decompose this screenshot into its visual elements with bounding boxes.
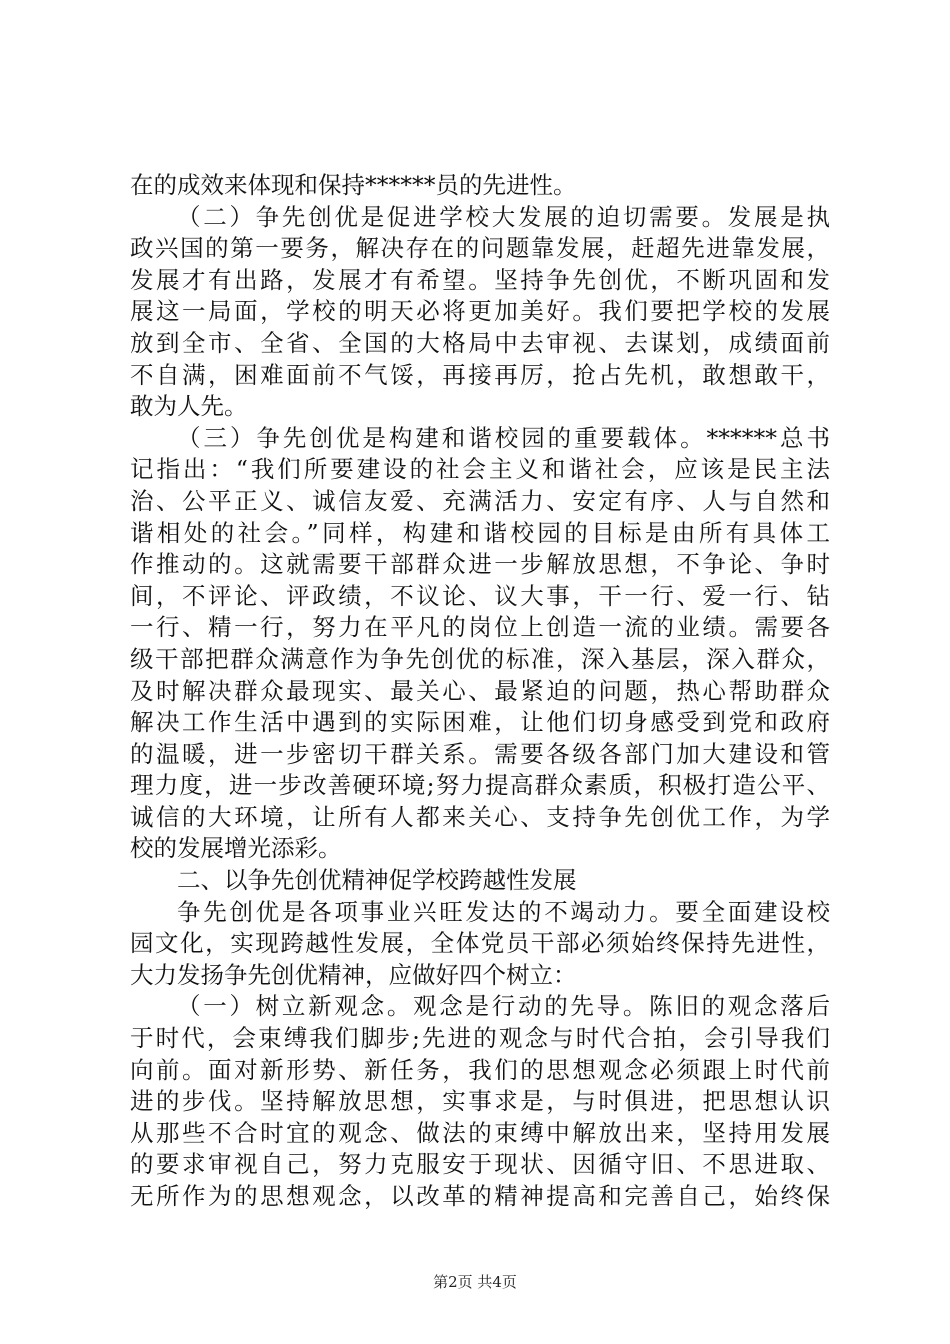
text-line: 的要求审视自己，努力克服安于现状、因循守旧、不思进取、 [130,1150,830,1179]
text-line: 不自满，困难面前不气馁，再接再厉，抢占先机，敢想敢干， [130,360,830,389]
text-line: 放到全市、全省、全国的大格局中去审视、去谋划，成绩面前 [130,328,830,357]
text-line: 发展才有出路，发展才有希望。坚持争先创优，不断巩固和发 [130,265,830,294]
text-line: 大力发扬争先创优精神，应做好四个树立： [130,960,577,989]
text-line: 无所作为的思想观念，以改革的精神提高和完善自己，始终保 [130,1182,830,1210]
text-line: 间，不评论、评政绩，不议论、议大事，干一行、爱一行、钻 [130,581,830,610]
text-line: （一）树立新观念。观念是行动的先导。陈旧的观念落后 [177,992,830,1021]
page-footer: 第2页 共4页 [433,1273,517,1291]
text-line: 政兴国的第一要务，解决存在的问题靠发展，赶超先进靠发展， [130,234,830,263]
text-line: 记指出：“我们所要建设的社会主义和谐社会，应该是民主法 [130,455,830,484]
text-line: （三）争先创优是构建和谐校园的重要载体。******总书 [177,423,830,452]
text-line: 治、公平正义、诚信友爱、充满活力、安定有序、人与自然和 [130,486,830,515]
text-line: 向前。面对新形势、新任务，我们的思想观念必须跟上时代前 [130,1055,830,1084]
text-line: 争先创优是各项事业兴旺发达的不竭动力。要全面建设校 [177,897,830,926]
text-line: 校的发展增光添彩。 [130,834,342,863]
text-line: 及时解决群众最现实、最关心、最紧迫的问题，热心帮助群众 [130,676,830,705]
text-line: 敢为人先。 [130,392,248,421]
text-line: 理力度，进一步改善硬环境;努力提高群众素质，积极打造公平、 [130,771,830,800]
text-line: 一行、精一行，努力在平凡的岗位上创造一流的业绩。需要各 [130,613,830,642]
text-line: 在的成效来体现和保持******员的先进性。 [130,171,577,199]
text-line: 谐相处的社会。”同样，构建和谐校园的目标是由所有具体工 [130,518,830,547]
text-line: 二、以争先创优精神促学校跨越性发展 [177,866,577,895]
text-line: 诚信的大环境，让所有人都来关心、支持争先创优工作，为学 [130,802,830,831]
text-line: 的温暖，进一步密切干群关系。需要各级各部门加大建设和管 [130,739,830,768]
text-line: 解决工作生活中遇到的实际困难，让他们切身感受到党和政府 [130,708,830,737]
text-line: 于时代，会束缚我们脚步;先进的观念与时代合拍，会引导我们 [130,1024,830,1053]
text-line: 从那些不合时宜的观念、做法的束缚中解放出来，坚持用发展 [130,1118,830,1147]
text-line: （二）争先创优是促进学校大发展的迫切需要。发展是执 [177,202,830,231]
text-line: 级干部把群众满意作为争先创优的标准，深入基层，深入群众， [130,644,830,673]
text-line: 园文化，实现跨越性发展，全体党员干部必须始终保持先进性， [130,929,830,958]
text-line: 作推动的。这就需要干部群众进一步解放思想，不争论、争时 [130,550,830,579]
text-line: 展这一局面，学校的明天必将更加美好。我们要把学校的发展 [130,297,830,326]
text-line: 进的步伐。坚持解放思想，实事求是，与时俱进，把思想认识 [130,1087,830,1116]
document-body [130,170,830,1213]
